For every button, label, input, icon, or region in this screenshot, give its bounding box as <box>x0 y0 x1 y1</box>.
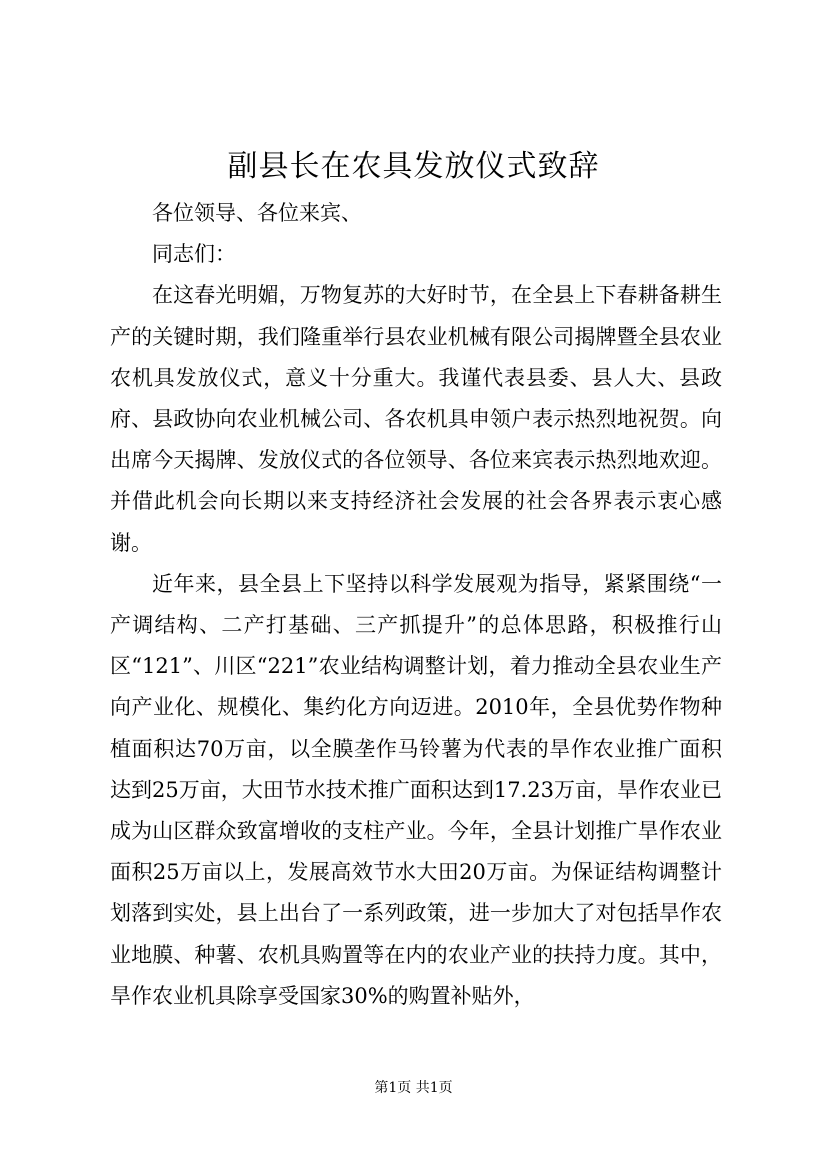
document-body <box>110 193 722 1017</box>
salutation-line: 同志们： <box>152 242 236 267</box>
salutation-line: 各位领导、各位来宾、 <box>152 201 362 225</box>
page-footer: 第1页 共1页 <box>374 1080 453 1096</box>
body-paragraph: 在这春光明媚，万物复苏的大好时节，在全县上下春耕备耕生产的关键时期，我们隆重举行县农业机械有限公司揭牌暨全县农业农机具发放仪式，意义十分重大。我谨代表县委、县人大、县政府、县政协向农业机械公司、各农机具申领户表示热烈地祝贺。向出席今天揭牌、发放仪式的各位领导、各位来宾表示热烈地欢迎。并借此机会向长期以来支持经济社会发展的社会各界表示衷心感谢。 <box>110 283 722 555</box>
body-paragraph: 近年来，县全县上下坚持以科学发展观为指导，紧紧围绕“一产调结构、二产打基础、三产抓提升”的总体思路，积极推行山区“121”、川区“221”农业结构调整计划，着力推动全县农业生产向产业化、规模化、集约化方向迈进。2010年，全县优势作物种植面积达70万亩，以全膜垄作马铃薯为代表的旱作农业推广面积达到25万亩，大田节水技术推广面积达到17.23万亩，旱作农业已成为山区群众致富增收的支柱产业。今年，全县计划推广旱作农业面积25万亩以上，发展高效节水大田20万亩。为保证结构调整计划落到实处，县上出台了一系列政策，进一步加大了对包括旱作农业地膜、种薯、农机具购置等在内的农业产业的扶持力度。其中，旱作农业机具除享受国家30%的购置补贴外， <box>110 571 722 1008</box>
document-title: 副县长在农具发放仪式致辞 <box>227 149 600 184</box>
